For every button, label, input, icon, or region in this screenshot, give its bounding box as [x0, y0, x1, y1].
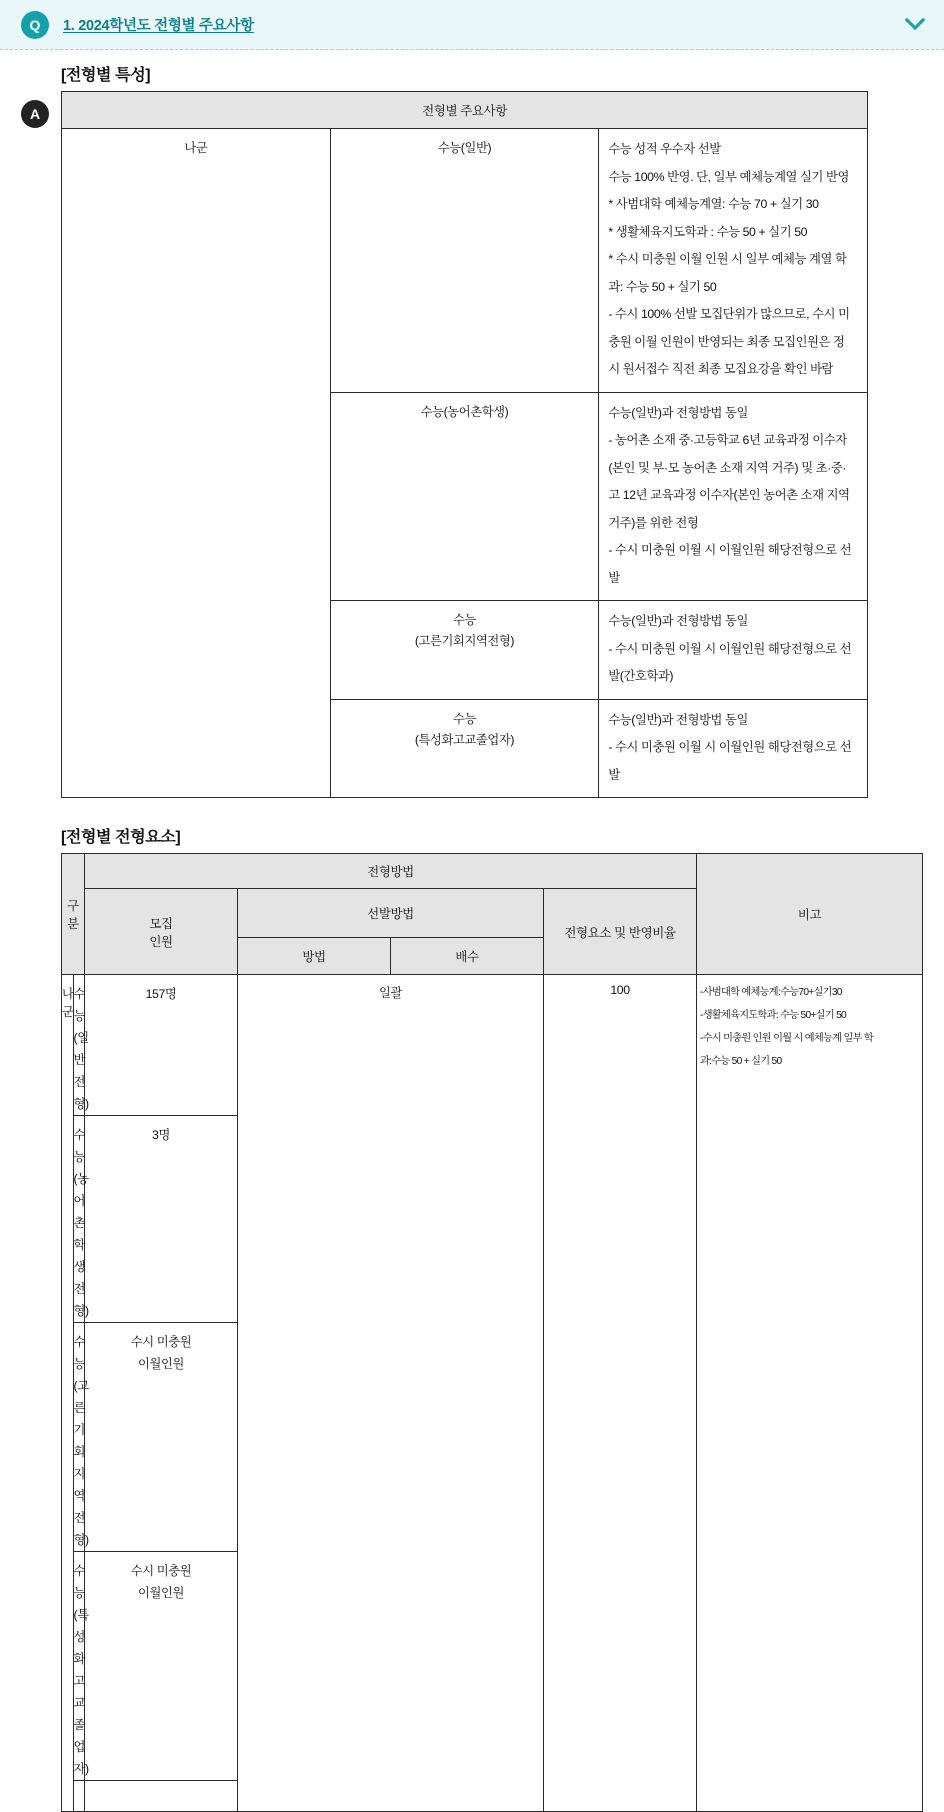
- admission-type: [330, 699, 599, 798]
- group-label: 나군: [62, 975, 74, 1812]
- desc-line: * 사범대학 예체능계열: 수능 70 + 실기 30: [608, 197, 819, 211]
- faq-question-header[interactable]: [0, 0, 944, 50]
- remark-line: -사범대학 예체능계:수능70+실기30: [700, 987, 842, 998]
- answer-content: [61, 66, 923, 1812]
- desc-line: - 농어촌 소재 중·고등학교 6년 교육과정 이수자(본인 및 부·모 농어촌 소재 지역 거주) 및 초·중·: [608, 433, 847, 475]
- desc-line: 수능(일반)과 전형방법 동일: [608, 614, 749, 628]
- admission-type-line1: 수능: [73, 1128, 85, 1164]
- quota-line2: 이월인원: [138, 1357, 184, 1371]
- faq-question-title[interactable]: 1. 2024학년도 전형별 주요사항: [63, 18, 254, 34]
- desc-line: 수능 100% 반영. 단, 일부 예체능계열 실기 반영: [608, 169, 849, 184]
- elements-section-heading: [전형별 전형요소]: [61, 829, 181, 846]
- admission-type-line1: 수능: [73, 1335, 85, 1371]
- header-selection-method: 선발방법: [238, 889, 544, 938]
- admission-type-line1: 수능: [453, 711, 476, 726]
- quota-value: [85, 1552, 238, 1781]
- admission-features-table: [61, 91, 868, 798]
- quota-value: [85, 975, 238, 1116]
- table-title-row: [62, 92, 868, 129]
- remark-value: [697, 975, 923, 1812]
- quota-value: [85, 1323, 238, 1552]
- admission-type-line2: (농어촌학생전형): [73, 1172, 89, 1318]
- header-method-group: 전형방법: [85, 854, 697, 889]
- admission-elements-table: [61, 853, 923, 1812]
- admission-type: [73, 1323, 89, 1552]
- admission-type-line2: (고른기회지역전형): [414, 634, 515, 648]
- desc-line: 수능(일반)과 전형방법 동일: [608, 405, 749, 420]
- header-quota-line2: 인원: [149, 934, 173, 949]
- admission-type: [73, 1116, 89, 1323]
- header-remark: 비고: [697, 854, 923, 975]
- chevron-down-icon[interactable]: [902, 12, 928, 38]
- header-quota: [85, 889, 238, 975]
- method-value: 일괄: [238, 975, 544, 1812]
- admission-type-line2: (고른기회지역전형): [73, 1379, 89, 1547]
- quota-line1: 3명: [152, 1128, 170, 1142]
- quota-line2: 이월인원: [138, 1586, 184, 1600]
- admission-description: [599, 392, 868, 601]
- desc-line: - 수시 미충원 이월 시 이월인원 해당전형으로 선발: [608, 740, 852, 782]
- table-header-row: [62, 854, 923, 889]
- admission-type: [73, 1552, 89, 1781]
- admission-type-line1: 수능: [73, 987, 85, 1023]
- desc-line: - 수시 미충원 이월 시 이월인원 해당전형으로 선발: [608, 543, 852, 585]
- desc-line: * 생활체육지도학과 : 수능 50 + 실기 50: [608, 224, 808, 239]
- features-table-title: 전형별 주요사항: [62, 92, 868, 129]
- remark-line: -생활체육지도학과: 수능 50+실기 50: [700, 1010, 847, 1021]
- quota-value: [85, 1116, 238, 1323]
- admission-type-line1: 수능: [73, 1564, 85, 1600]
- remark-line: -수시 미충원 인원 이월 시 예체능계 일부 학: [700, 1033, 874, 1044]
- quota-line1: 수시 미충원: [130, 1335, 192, 1349]
- admission-description: [599, 699, 868, 798]
- desc-line: - 수시 미충원 이월 시 이월인원 해당전형으로 선발(간호학과): [608, 641, 852, 683]
- table-row: [62, 129, 868, 393]
- admission-type-line2: (특성화고교졸업자): [73, 1608, 89, 1776]
- header-division: 구분: [62, 854, 85, 975]
- admission-type-line1: 수능: [453, 613, 476, 627]
- remark-line: 과:수능 50 + 실기 50: [700, 1056, 782, 1067]
- question-badge: Q: [21, 11, 49, 39]
- desc-line: * 수시 미충원 이월 인원 시 일부 예체능 계열 학과: 수능 50 + 실기 50: [608, 252, 847, 294]
- admission-description: [599, 129, 868, 393]
- header-multiplier: 배수: [391, 938, 544, 975]
- filler-cell: [85, 1781, 238, 1812]
- admission-type: [330, 601, 599, 700]
- desc-line: 고 12년 교육과정 이수자(본인 농어촌 소재 지역 거주)를 위한 전형: [608, 488, 850, 530]
- group-label: 나군: [62, 129, 331, 798]
- quota-line1: 157명: [145, 987, 177, 1001]
- admission-description: [599, 601, 868, 700]
- admission-type-line2: (일반전형): [73, 1031, 89, 1111]
- quota-line1: 수시 미충원: [130, 1564, 192, 1578]
- features-section-heading: [전형별 특성]: [61, 67, 151, 84]
- admission-type: [73, 975, 89, 1116]
- header-element-ratio: 전형요소 및 반영비율: [544, 889, 697, 975]
- score-value: 100: [544, 975, 697, 1812]
- header-quota-line1: 모집: [149, 916, 173, 931]
- filler-cell: [73, 1781, 85, 1812]
- desc-line: 수능 성적 우수자 선발: [608, 142, 721, 156]
- header-method: 방법: [238, 938, 391, 975]
- admission-type: 수능(농어촌학생): [330, 392, 599, 601]
- admission-type: 수능(일반): [330, 129, 599, 393]
- answer-badge: A: [21, 100, 49, 128]
- desc-line: 시 원서접수 직전 최종 모집요강을 확인 바람: [608, 362, 834, 376]
- table-row: [62, 975, 923, 1116]
- admission-type-line2: (특성화고교졸업자): [414, 732, 515, 747]
- desc-line: 수능(일반)과 전형방법 동일: [608, 712, 749, 727]
- desc-line: - 수시 100% 선발 모집단위가 많으므로, 수시 미충원 이월 인원이 반영되는 최종 모집인원은 정: [608, 307, 850, 349]
- faq-answer-body: [0, 50, 944, 1812]
